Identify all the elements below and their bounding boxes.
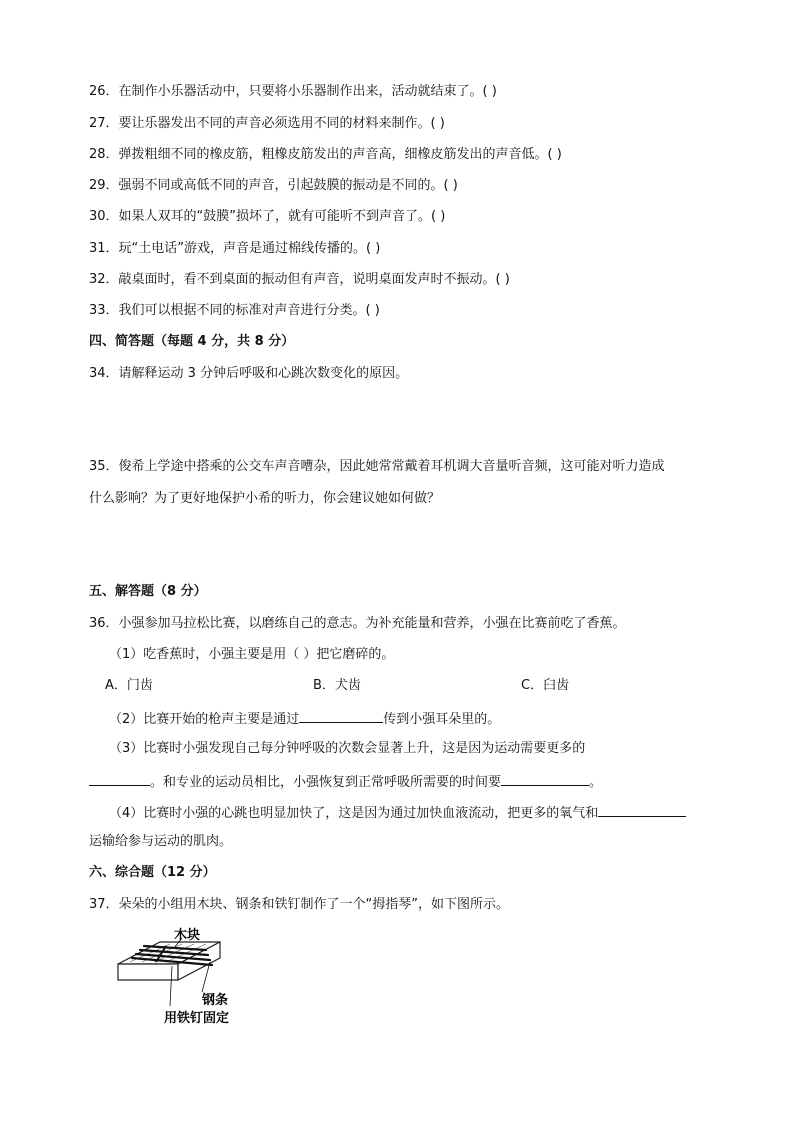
- sub-2-text-before: （2）比赛开始的枪声主要是通过: [109, 712, 300, 727]
- section-5-heading: 五、解答题（8 分）: [89, 584, 207, 599]
- answer-blank-nutrients[interactable]: [598, 803, 686, 817]
- thumb-piano-figure: [112, 926, 262, 1026]
- label-nail-fixed: 用铁钉固定: [164, 1011, 230, 1026]
- question-36: 36．小强参加马拉松比赛，以磨练自己的意志。为补充能量和营养，小强在比赛前吃了香蕉。: [89, 616, 626, 631]
- section-6-heading: 六、综合题（12 分）: [89, 865, 216, 880]
- question-37: 37．朵朵的小组用木块、钢条和铁钉制作了一个“拇指琴”，如下图所示。: [89, 897, 510, 912]
- question-29: 29．强弱不同或高低不同的声音，引起鼓膜的振动是不同的。( ): [89, 178, 458, 193]
- answer-blank-sound-medium[interactable]: [299, 709, 383, 723]
- question-31: 31．玩“土电话”游戏，声音是通过棉线传播的。( ): [89, 241, 381, 256]
- question-34: 34．请解释运动 3 分钟后呼吸和心跳次数变化的原因。: [89, 366, 409, 381]
- question-27: 27．要让乐器发出不同的声音必须选用不同的材料来制作。( ): [89, 116, 445, 131]
- answer-blank-recovery-time[interactable]: [501, 772, 589, 786]
- question-36-sub-3-line-2: [89, 772, 602, 791]
- wooden-block-front: [118, 964, 178, 980]
- sub-3-text-end: 。: [589, 775, 603, 790]
- question-35-line-1: 35．俊希上学途中搭乘的公交车声音嘈杂，因此她常常戴着耳机调大音量听音频，这可能对听力造成: [89, 459, 665, 474]
- question-36-sub-4-line-1: [109, 803, 686, 822]
- question-26: 26．在制作小乐器活动中，只要将小乐器制作出来，活动就结束了。( ): [89, 84, 497, 99]
- label-wooden-block: 木块: [174, 928, 201, 943]
- option-c: C．臼齿: [521, 678, 570, 693]
- question-32: 32．敲桌面时，看不到桌面的振动但有声音，说明桌面发声时不振动。( ): [89, 272, 510, 287]
- option-b: B．犬齿: [313, 678, 361, 693]
- question-30: 30．如果人双耳的“鼓膜”损坏了，就有可能听不到声音了。( ): [89, 209, 446, 224]
- answer-blank-oxygen[interactable]: [89, 772, 150, 786]
- sub-3-text-mid: 。和专业的运动员相比，小强恢复到正常呼吸所需要的时间要: [150, 775, 502, 790]
- sub-2-text-after: 传到小强耳朵里的。: [383, 712, 501, 727]
- question-36-sub-4-line-2: 运输给参与运动的肌肉。: [89, 834, 233, 849]
- question-36-sub-2: [109, 709, 500, 728]
- question-36-sub-3-line-1: （3）比赛时小强发现自己每分钟呼吸的次数会显著上升，这是因为运动需要更多的: [109, 741, 586, 756]
- question-35-line-2: 什么影响？为了更好地保护小希的听力，你会建议她如何做？: [89, 491, 441, 506]
- sub-4-text: （4）比赛时小强的心跳也明显加快了，这是因为通过加快血液流动，把更多的氧气和: [109, 806, 599, 821]
- question-36-sub-1: （1）吃香蕉时，小强主要是用（ ）把它磨碎的。: [109, 647, 395, 662]
- label-steel-strip: 钢条: [202, 993, 229, 1008]
- section-4-heading: 四、简答题（每题 4 分，共 8 分）: [89, 334, 295, 349]
- option-a: A．门齿: [105, 678, 153, 693]
- question-33: 33．我们可以根据不同的标准对声音进行分类。( ): [89, 303, 380, 318]
- question-28: 28．弹拨粗细不同的橡皮筋，粗橡皮筋发出的声音高，细橡皮筋发出的声音低。( ): [89, 147, 562, 162]
